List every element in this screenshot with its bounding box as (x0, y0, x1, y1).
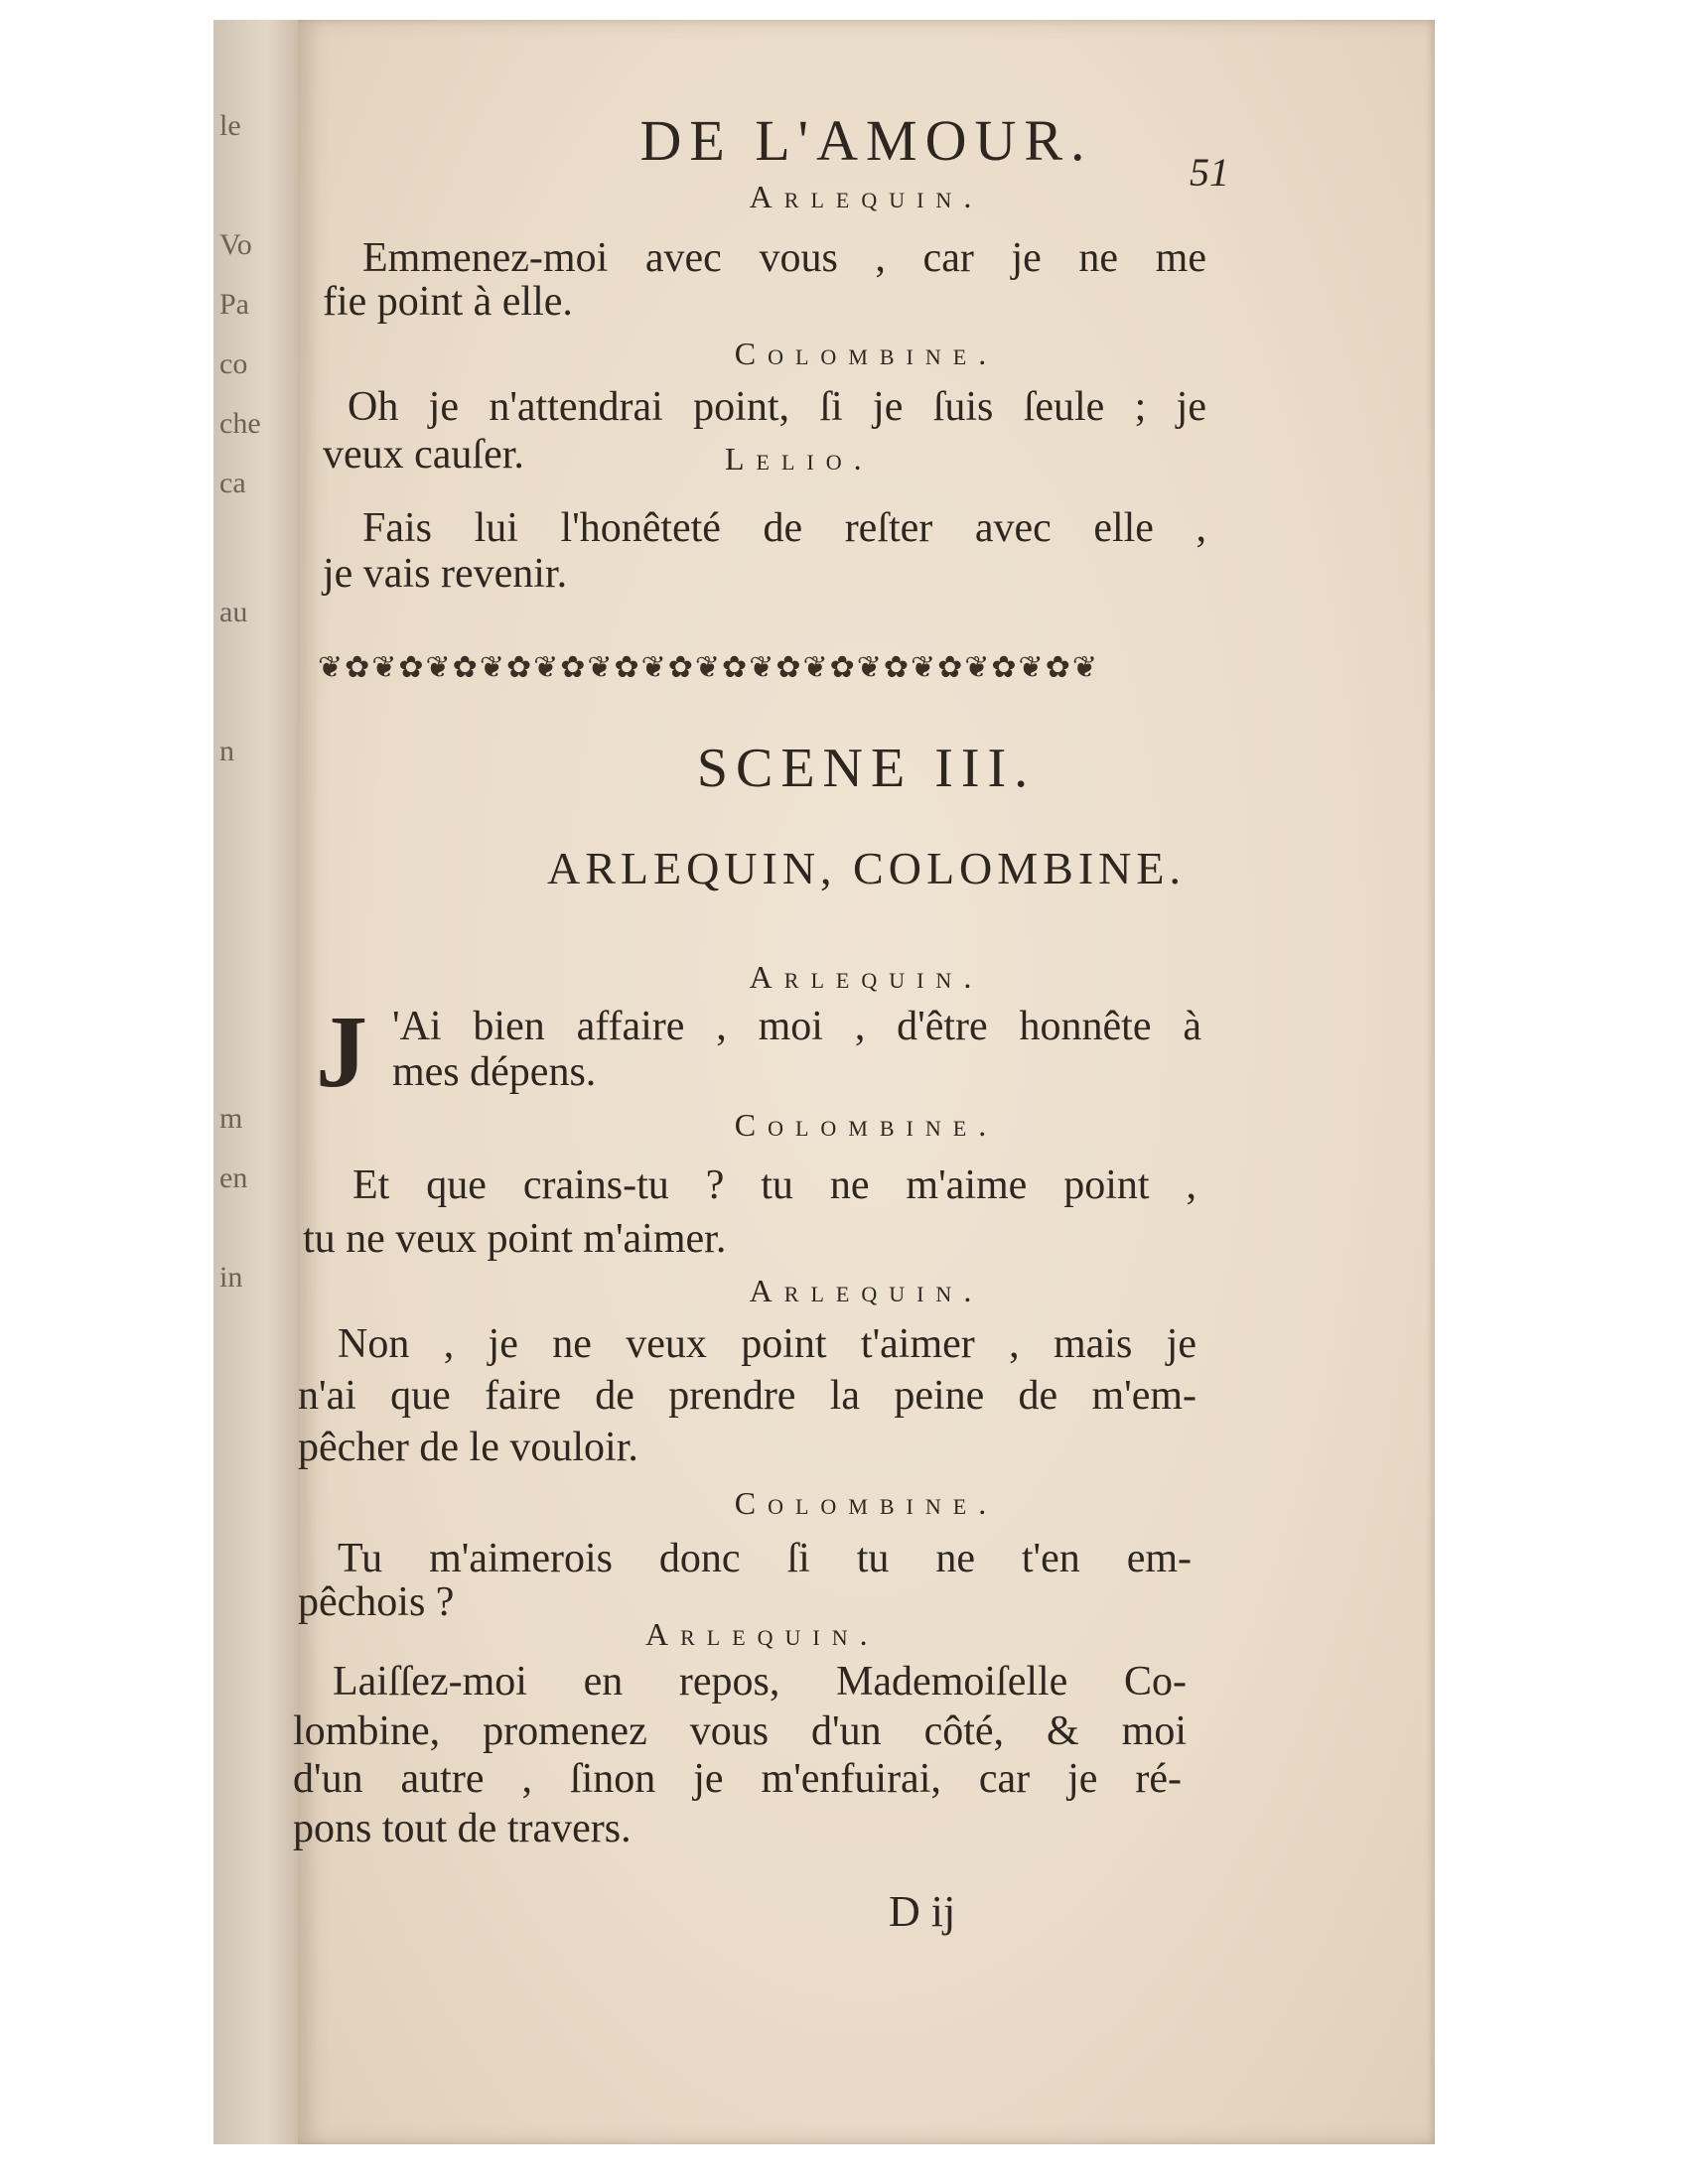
speaker-name: Arlequin. (749, 179, 984, 214)
page-number: 51 (1190, 150, 1229, 195)
scene-characters: ARLEQUIN, COLOMBINE. (546, 843, 1186, 893)
text-line: Laiſſez-moi en repos, Mademoiſelle Co- (333, 1659, 1187, 1705)
facing-fragment: n (219, 735, 234, 767)
facing-fragment: m (219, 1102, 243, 1135)
text-line: n'ai que faire de prendre la peine de m'em- (298, 1373, 1196, 1419)
speaker-name: Colombine. (734, 1485, 999, 1521)
facing-fragment: Pa (219, 288, 249, 321)
facing-fragment: in (219, 1261, 243, 1294)
facing-fragment: co (219, 347, 248, 380)
facing-fragment: che (219, 407, 261, 440)
facing-fragment: ca (219, 467, 246, 499)
text-line: veux cauſer. (323, 432, 524, 478)
scene-title: SCENE III. (696, 738, 1037, 799)
text-line: Oh je n'attendrai point, ſi je ſuis ſeule ; je (348, 384, 1206, 430)
text-line: je vais revenir. (323, 551, 568, 597)
text-line: pêchois ? (298, 1579, 455, 1625)
speaker-name: Colombine. (734, 1107, 999, 1143)
text-line: Non , je ne veux point t'aimer , mais je (338, 1321, 1196, 1367)
text-line: Tu m'aimerois donc ſi tu ne t'en em- (338, 1536, 1192, 1581)
text-line: Et que crains-tu ? tu ne m'aime point , (352, 1162, 1196, 1208)
facing-fragment: le (219, 109, 241, 142)
text-line: Fais lui l'honêteté de reſter avec elle , (362, 505, 1206, 551)
text-line: Emmenez-moi avec vous , car je ne me (362, 235, 1206, 281)
running-head: DE L'AMOUR. (639, 108, 1093, 173)
text-line: lombine, promenez vous d'un côté, & moi (293, 1708, 1187, 1754)
text-line: d'un autre , ſinon je m'enfuirai, car je ré- (293, 1756, 1182, 1802)
drop-cap: J (316, 995, 367, 1109)
signature-mark: D ij (889, 1887, 956, 1936)
text-line: tu ne veux point m'aimer. (303, 1216, 727, 1262)
text-line: pons tout de travers. (293, 1806, 632, 1851)
text-line: mes dépens. (392, 1049, 597, 1095)
speaker-name: Colombine. (734, 336, 999, 371)
speaker-name: Arlequin. (749, 1273, 984, 1308)
text-line: fie point à elle. (323, 279, 573, 325)
ornament-divider: ❦✿❦✿❦✿❦✿❦✿❦✿❦✿❦✿❦✿❦✿❦✿❦✿❦✿❦✿❦ (318, 651, 1099, 684)
text-line: 'Ai bien affaire , moi , d'être honnête à (392, 1004, 1201, 1049)
speaker-name: Lelio. (725, 441, 874, 477)
text-line: pêcher de le vouloir. (298, 1425, 638, 1470)
facing-fragment: Vo (219, 228, 252, 261)
facing-fragment: en (219, 1161, 248, 1194)
facing-page-edge (213, 20, 303, 2144)
facing-fragment: au (219, 596, 248, 628)
speaker-name: Arlequin. (645, 1616, 880, 1652)
speaker-name: Arlequin. (749, 959, 984, 995)
